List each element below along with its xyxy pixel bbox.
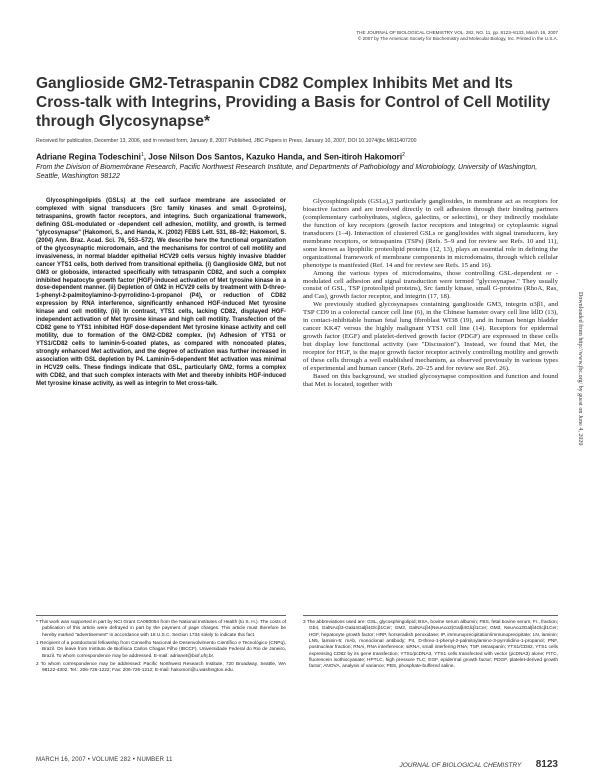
- author-list: [36, 150, 576, 163]
- body-paragraph: Glycosphingolipids (GSLs),3 particularly gangliosides, in membrane act as receptors for bioactive factors and are involved directly in cell adhesion through their binding partners (complementary carbohydrates, siglecs, galectins, or selectins), or they indirectly modulate the function of key receptors (growth factor receptors and integrins) or cytoplasmic signal transducers (1–4). Interaction of clustered GSLs or gangliosides with signal transducers, key membrane receptors, or tetraspanins (TSPs) (Refs. 5–9 and for review see Refs. 10 and 11), some known as lipophilic proteolipid proteins (12, 13), plays an essential role in defining the organizational framework of membrane components in microdomains, through which cellular phenotype is manifested (Ref. 14 and for review see Refs. 15 and 16).: [303, 198, 558, 269]
- running-header: [218, 30, 558, 42]
- running-header-line: © 2007 by The American Society for Biochemistry and Molecular Biology, Inc. Printed in the U.S.A.: [357, 36, 558, 42]
- body-paragraph: We previously studied glycosynapses containing ganglioside GM3, integrin α3β1, and TSP CD9 in a colorectal cancer cell line (6), in the Chinese hamster ovary cell line ldlD (13), in contact-inhibitable human fetal lung fibroblast WI38 (19), and in human benign bladder cancer KK47 versus the highly malignant YTS1 cell line (14). Receptors for epidermal growth factor (EGF) and platelet-derived growth factor (PDGF) are expressed in these cells but display low functional activity (see "Discussion"). Instead, we found that Met, the receptor for HGF, is the major growth factor receptor actively controlling motility and growth of these cells through a well established mechanism, as observed previously in various types of experimental and human cancer (Refs. 20–25 and for review see Ref. 26).: [303, 301, 558, 373]
- page-number: 8123: [535, 759, 558, 770]
- abstract: Glycosphingolipids (GSLs) at the cell surface membrane are associated or complexed with signal transducers (Src family kinases and small G-proteins), tetraspanins, growth factor receptors, and integrins. Such organizational framework, defining GSL-modulated or -dependent cell adhesion, motility, and growth, is termed "glycosynapse" (Hakomori, S., and Handa, K. (2002) FEBS Lett. 531, 88–92; Hakomori, S. (2004) Ann. Braz. Acad. Sci. 76, 553–572). We describe here the functional organization of the glycosynaptic microdomain, and the mechanisms for control of cell motility and invasiveness, in normal bladder epithelial HCV29 cells versus highly invasive bladder cancer YTS1 cells, both derived from transitional epithelia. (i) Ganglioside GM2, but not GM3 or globoside, interacted specifically with tetraspanin CD82, and such a complex inhibited hepatocyte growth factor (HGF)-induced activation of Met tyrosine kinase in a dose-dependent manner. (ii) Depletion of GM2 in HCV29 cells by treatment with D-threo-1-phenyl-2-palmitoylamino-3-pyrrolidino-1-propanol (P4), or reduction of CD82 expression by RNA interference, significantly enhanced HGF-induced Met tyrosine kinase and cell motility. (iii) In contrast, YTS1 cells, lacking CD82, displayed HGF-independent activation of Met tyrosine kinase and high cell motility. Transfection of the CD82 gene to YTS1 inhibited HGF dose-dependent Met tyrosine kinase activity and cell motility, due to formation of the GM2-CD82 complex. (iv) Adhesion of YTS1 or YTS1/CD82 cells to laminin-5-coated plates, as compared with noncoated plates, strongly enhanced Met activation, and the degree of activation was further increased in association with GSL depletion by P4. Laminin-5-dependent Met activation was minimal in HCV29 cells. These findings indicate that GSL, particularly GM2, forms a complex with CD82, and that such complex interacts with Met and thereby inhibits HGF-induced Met tyrosine kinase activity, as well as integrin to Met cross-talk.: [36, 198, 286, 387]
- download-notice: [575, 292, 585, 446]
- body-paragraph: Based on this background, we studied glycosynapse composition and function and found that Met is located, together with: [303, 372, 558, 388]
- footnote-divider: [36, 615, 286, 616]
- footnote-marker: 2: [402, 152, 405, 158]
- footer-issue-info: MARCH 16, 2007 • VOLUME 282 • NUMBER 11: [36, 757, 173, 763]
- footnotes-left: [36, 615, 286, 677]
- journal-name: JOURNAL OF BIOLOGICAL CHEMISTRY: [399, 762, 522, 769]
- footnotes-right: [303, 615, 558, 673]
- footnote: 1 Recipient of a postdoctoral fellowship from Conselho Nacional de Desenvolvimento Científico e Tecnológico (CNPq), Brazil. On leave from Instituto de Biofísica Carlos Chagas Filho (IBCCF), Universidade Federal do Rio de Janeiro, Brazil. To whom correspondence may be addressed. E-mail: adrianet@biof.ufrj.br.: [36, 641, 286, 659]
- running-header-line: THE JOURNAL OF BIOLOGICAL CHEMISTRY VOL. 282, NO. 11, pp. 8123–8133, March 16, 2007: [356, 30, 558, 35]
- affiliation: From the Division of Biomembrane Research, Pacific Northwest Research Institute, and Departments of Pathobiology and Microbiology, University of Washington, Seattle, Washington 98122: [36, 164, 538, 181]
- footer-journal: [258, 754, 558, 772]
- footnote: * This work was supported in part by NCI Grant CA080054 from the National Institutes of Health (to S. H.). The costs of publication of this article were defrayed in part by the payment of page charges. This article must therefore be hereby marked "advertisement" in accordance with 18 U.S.C. Section 1734 solely to indicate this fact.: [36, 620, 286, 638]
- author-name: Adriane Regina Todeschini: [36, 152, 141, 162]
- footnote: 2 To whom correspondence may be addressed: Pacific Northwest Research Institute, 720 Broadway, Seattle, WA 98122-4302. Tel.: 206-726-1222; Fax: 206-726-1212; E-mail: hakomori@u.washington.edu.: [36, 662, 286, 674]
- right-column: [303, 198, 558, 389]
- footnote-divider: [303, 615, 558, 616]
- received-dates: Received for publication, December 13, 2006, and in revised form, January 8, 2007 Published, JBC Papers in Press, January 10, 2007, DOI 10.1074/jbc.M611407200: [36, 138, 417, 144]
- left-column: [36, 198, 286, 389]
- download-notice-text: Downloaded from http://www.jbc.org/ by guest on June 4, 2020: [577, 292, 583, 446]
- author-name: , Jose Nilson Dos Santos, Kazuko Handa, and Sen-itiroh Hakomori: [143, 152, 403, 162]
- body-paragraph: Among the various types of microdomains, those controlling GSL-dependent or -modulated cell adhesion and signal transduction were termed "glycosynapse." They usually consist of GSL, TSP (proteolipid proteins), Src family kinase, small G-proteins (RhoA, Ras, and Cas), growth factor receptor, and integrin (17, 18).: [303, 269, 558, 301]
- article-title: Ganglioside GM2-Tetraspanin CD82 Complex Inhibits Met and Its Cross-talk with Integrins, Providing a Basis for Control of Cell Motility through Glycosynapse*: [36, 75, 551, 130]
- footnote: 3 The abbreviations used are: GSL, glycosphingolipid; BSA, bovine serum albumin; FBS, fetal bovine serum; Fr., fraction; Gb4, GalNAcβ3-Galα4Galβ4Glcβ1Cer; GM2, GalNAcβ4(NeuAcα3)Galβ4Glcβ1Cer; GM3, NeuAcα3Galβ4Glcβ1Cer; HGF, hepatocyte growth factor; HRP, horseradish peroxidase; IP, immunoprecipitation/immunoprecipitate; LN, laminin; LN5, laminin-5; mAb, monoclonal antibody; P4, D-threo-1-phenyl-2-palmitoylamino-3-pyrrolidino-1-propanol; PNF, postnuclear fraction; RNAi, RNA interference; siRNA, small interfering RNA; TSP, tetraspanin; YTS1/CD82, YTS1 cells expressing CD82 by its gene transfection; YTS1/pcDNA3, YTS1 cells transfected with vector (pcDNA3) alone; FITC, fluorescein isothiocyanate; HPTLC, high pressure TLC; EGF, epidermal growth factor; PDGF, platelet-derived growth factor; ANOVA, analysis of variance; PBS, phosphate-buffered saline.: [303, 620, 558, 670]
- footnote-marker: 1: [140, 152, 144, 158]
